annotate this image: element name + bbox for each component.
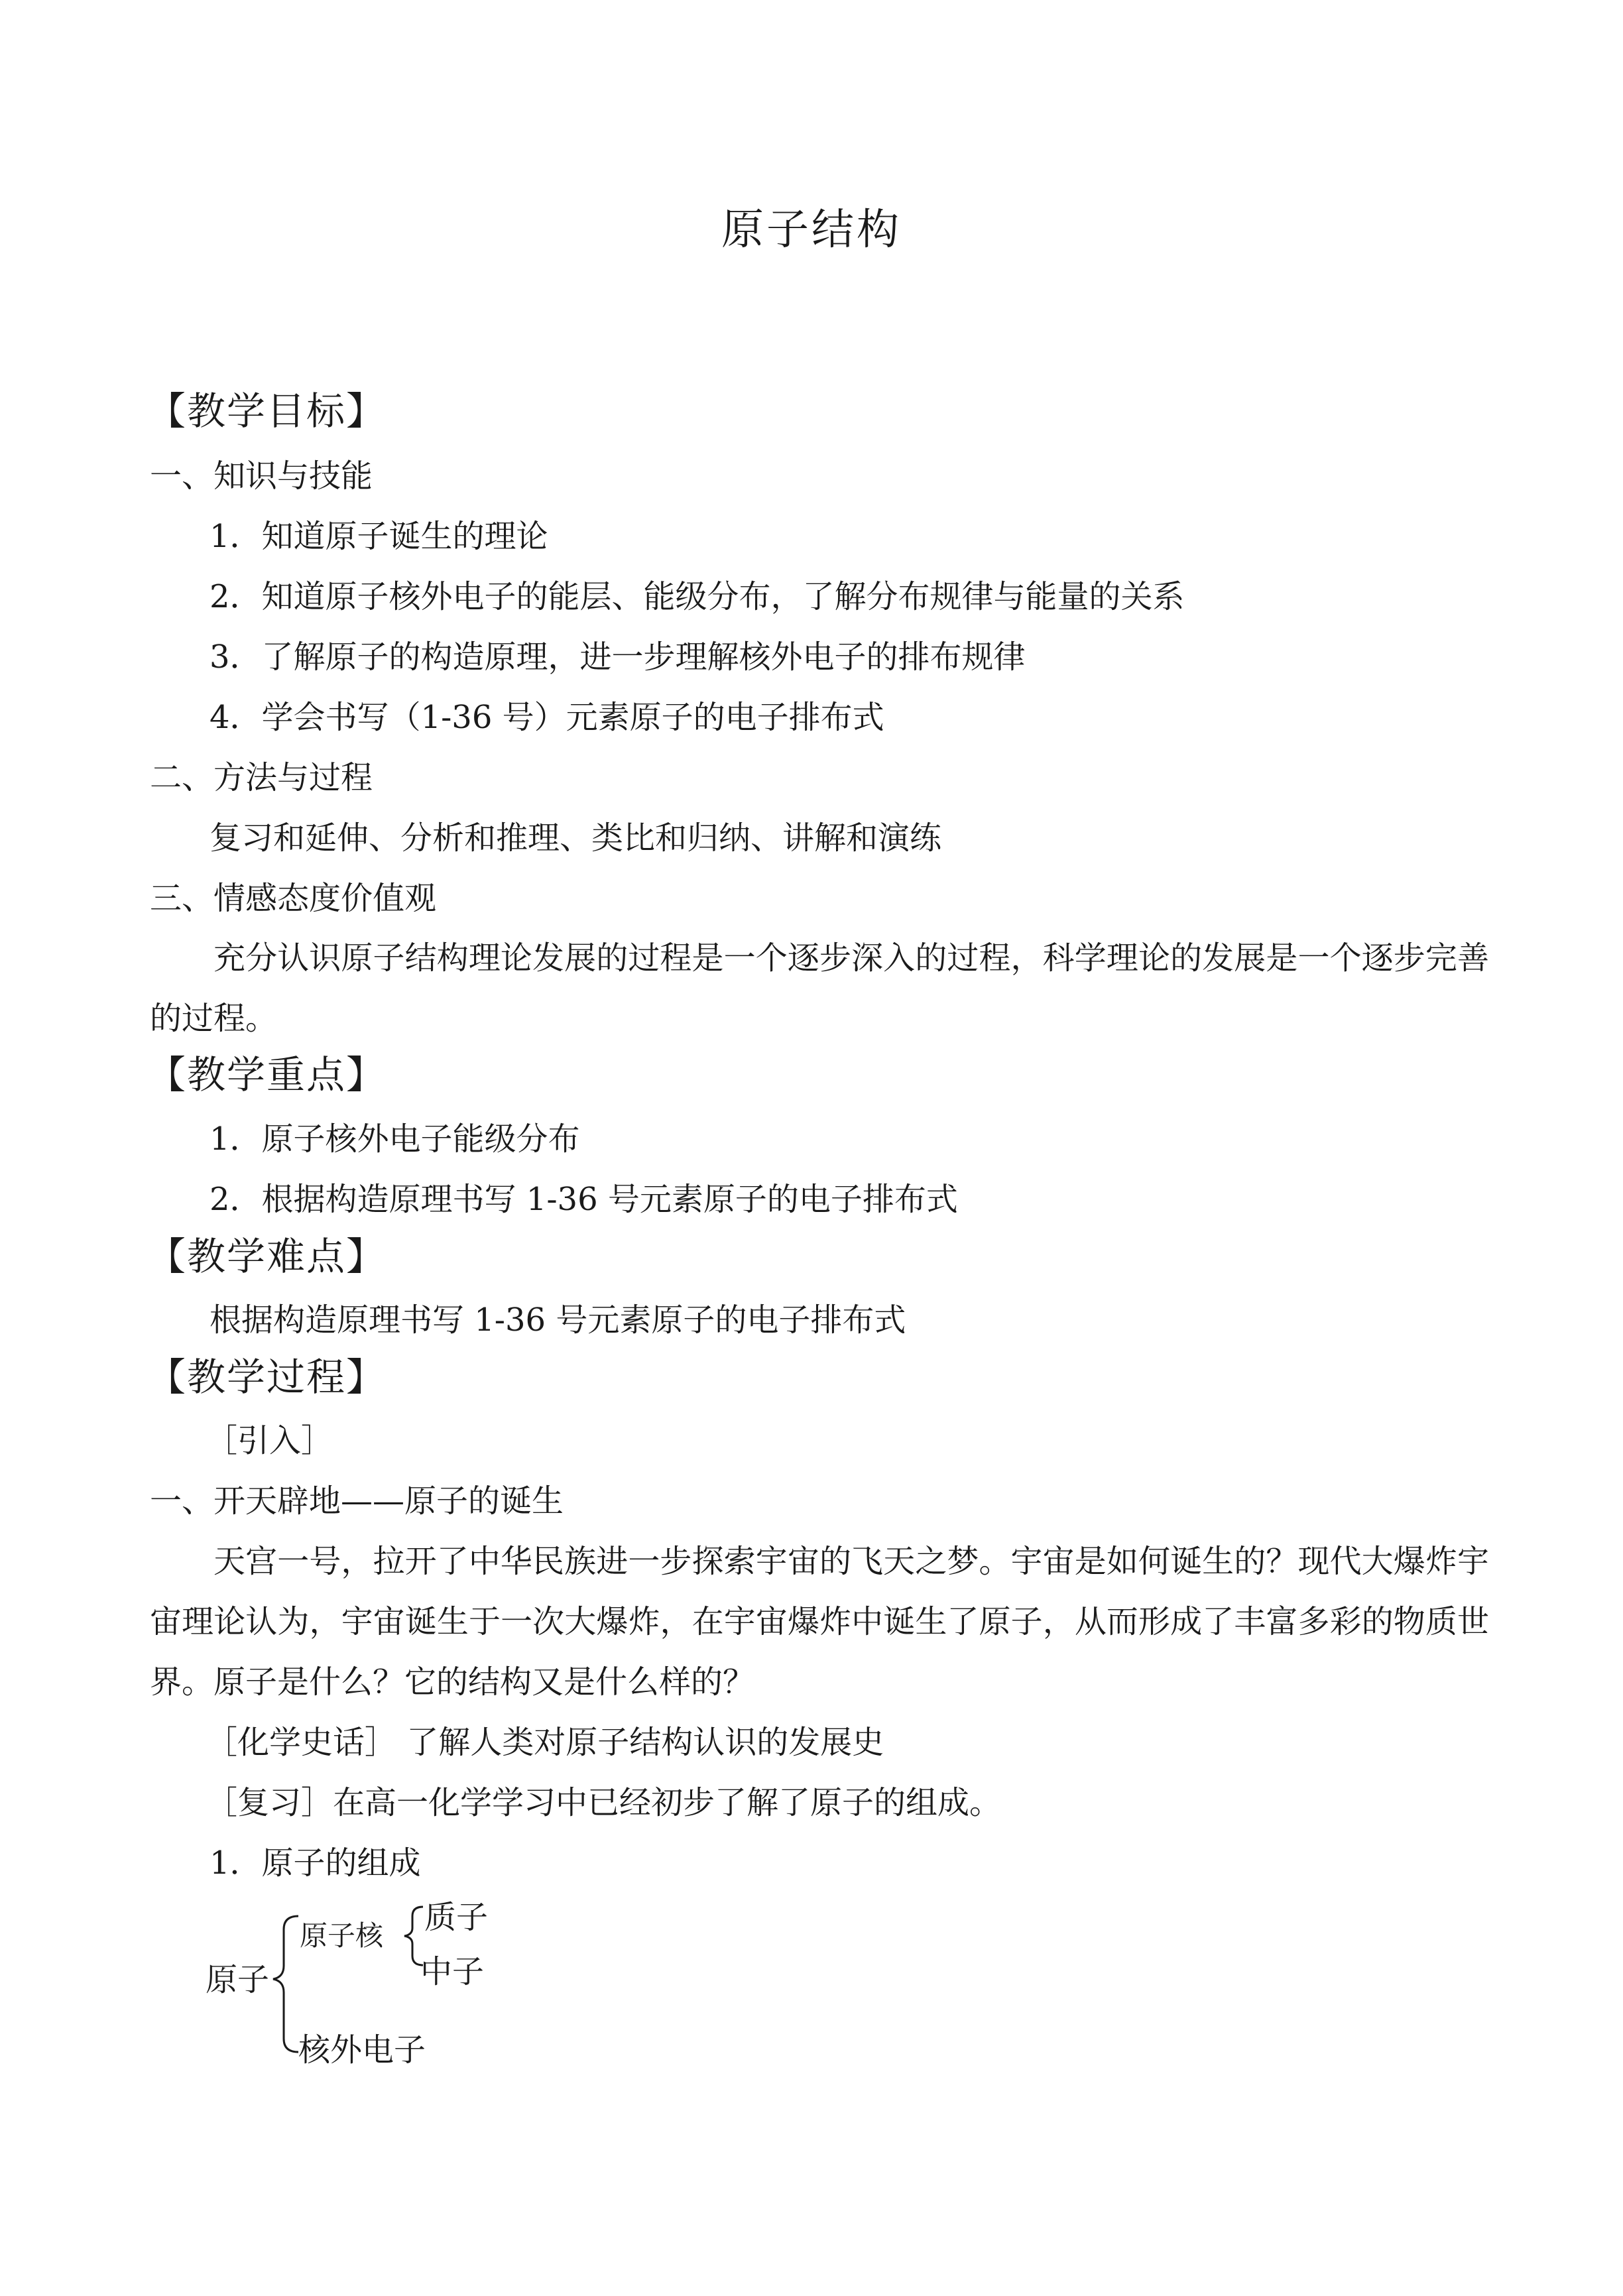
history-line: ［化学史话］ 了解人类对原子结构认识的发展史	[206, 1724, 884, 1761]
section-heading-key-points: 【教学重点】	[147, 1052, 387, 1097]
method-text: 复习和延伸、分析和推理、类比和归纳、讲解和演练	[210, 819, 942, 857]
nucleus-label: 原子核	[300, 1919, 384, 1952]
list-item: 1．原子核外电子能级分布	[210, 1120, 580, 1158]
section-heading-difficulties: 【教学难点】	[147, 1234, 387, 1279]
list-item: 2．知道原子核外电子的能层、能级分布，了解分布规律与能量的关系	[210, 578, 1185, 615]
process-paragraph-1: 天宫一号，拉开了中华民族进一步探索宇宙的飞天之梦。宇宙是如何诞生的？现代大爆炸宇宙理论认为，宇宙诞生于一次大爆炸，在宇宙爆炸中诞生了原子，从而形成了丰富多彩的物质世界。原子是什么？它的结构又是什么样的？	[150, 1543, 1489, 1701]
process-item-1: 1．原子的组成	[210, 1844, 421, 1882]
knowledge-heading: 一、知识与技能	[150, 457, 373, 495]
page-title: 原子结构	[721, 206, 902, 255]
section-heading-objectives: 【教学目标】	[147, 389, 387, 434]
intro-label: ［引入］	[206, 1422, 333, 1459]
method-heading: 二、方法与过程	[150, 759, 373, 796]
neutron-label: 中子	[420, 1953, 485, 1990]
atom-composition-diagram	[199, 1899, 544, 2069]
atom-brace	[273, 1916, 298, 2052]
list-item: 1．知道原子诞生的理论	[210, 518, 548, 555]
section-heading-process: 【教学过程】	[147, 1355, 387, 1400]
review-line: ［复习］在高一化学学习中已经初步了解了原子的组成。	[206, 1784, 1002, 1821]
list-item: 2．根据构造原理书写 1-36 号元素原子的电子排布式	[210, 1181, 958, 1218]
list-item: 4．学会书写（1-36 号）元素原子的电子排布式	[210, 699, 884, 736]
process-heading-1: 一、开天辟地——原子的诞生	[150, 1482, 564, 1520]
list-item: 3．了解原子的构造原理，进一步理解核外电子的排布规律	[210, 638, 1026, 676]
difficulties-text: 根据构造原理书写 1-36 号元素原子的电子排布式	[210, 1301, 906, 1339]
electrons-label: 核外电子	[298, 2031, 426, 2069]
emotion-heading: 三、情感态度价值观	[150, 880, 437, 917]
atom-label: 原子	[206, 1961, 270, 1998]
proton-label: 质子	[424, 1899, 489, 1936]
emotion-paragraph: 充分认识原子结构理论发展的过程是一个逐步深入的过程，科学理论的发展是一个逐步完善的过程。	[150, 939, 1489, 1037]
